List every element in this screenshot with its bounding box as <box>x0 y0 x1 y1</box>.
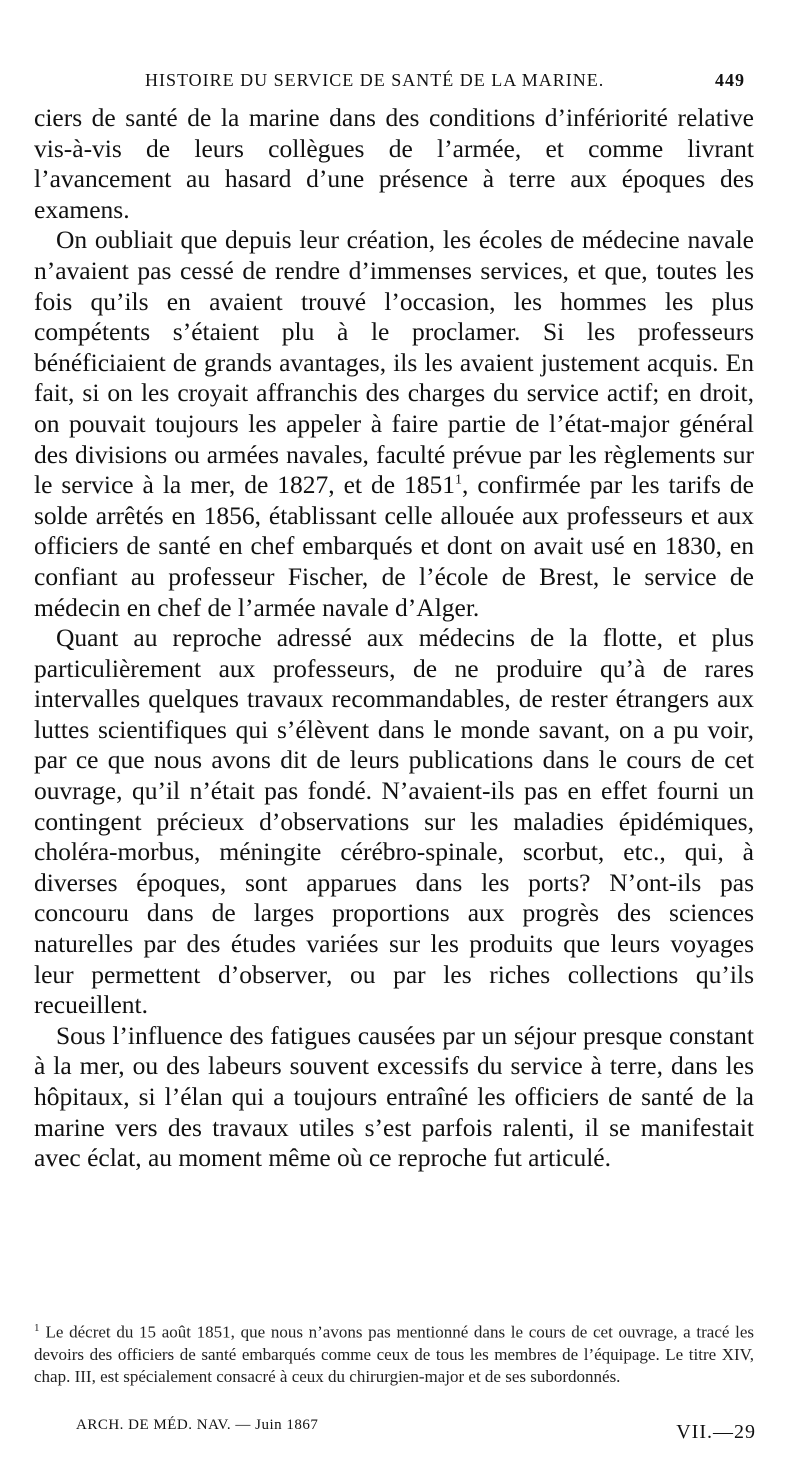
paragraph: Quant au reproche adressé aux médecins de la flotte, et plus particulièrement aux professeurs, de ne produire qu’à de rares intervalles quelques travaux recommandables, de rester étrangers aux luttes scientifiques qui s’élèvent dans le monde savant, on a pu voir, par ce que nous avons dit de leurs publications dans le cours de cet ouvrage, qu’il n’était pas fondé. N’avaient-ils pas en effet fourni un contingent précieux d’observations sur les maladies épidémiques, choléra-morbus, méningite cérébro-spinale, scorbut, etc., qui, à diverses époques, sont apparues dans les ports? N’ont-ils pas concouru dans de larges proportions aux progrès des sciences naturelles par des études variées sur les produits que leurs voyages leur permettent d’observer, ou par les riches collections qu’ils recueillent. <box>34 623 754 1020</box>
footnote-reference: 1 <box>455 472 463 488</box>
page-number: 449 <box>715 70 745 90</box>
paragraph-part: , confirmée par les tarifs de solde arrêtés en 1856, établissant celle allouée aux professeurs et aux officiers de santé en chef embarqués et dont on avait usé en 1830, en confiant au professeur Fischer, de l’école de Brest, le service de médecin en chef de l’armée navale d’Alger. <box>34 470 754 622</box>
footnote-text: Le décret du 15 août 1851, que nous n’avons pas mentionné dans le cours de cet ouvrage, a tracé les devoirs des officiers de santé embarqués comme ceux de tous les membres de l’équipage. Le titre XIV, chap. III, est spécialement consacré à ceux du chirurgien-major et de ses subordonnés. <box>34 1322 754 1386</box>
signature-mark: VII.—29 <box>676 1421 756 1443</box>
page-footer <box>76 1413 756 1443</box>
running-header <box>145 70 745 96</box>
footnote <box>34 1317 754 1388</box>
main-text <box>34 103 754 1174</box>
running-title: HISTOIRE DU SERVICE DE SANTÉ DE LA MARINE. <box>145 70 605 90</box>
footnote-marker: 1 <box>34 1322 40 1334</box>
paragraph: ciers de santé de la marine dans des conditions d’infériorité relative vis-à-vis de leurs collègues de l’armée, et comme livrant l’avancement au hasard d’une présence à terre aux époques des examens. <box>34 103 754 224</box>
paragraph: On oubliait que depuis leur création, les écoles de médecine navale n’avaient pas cessé de rendre d’immenses services, et que, toutes les fois qu’ils en avaient trouvé l’occasion, les hommes les plus compétents s’étaient plu à le proclamer. Si les professeurs bénéficiaient de grands avantages, ils les avaient justement acquis. En fait, si on les croyait affranchis des charges du service actif; en droit, on pouvait toujours les appeler à faire partie de l’état-major général des divisions ou armées navales, faculté prévue par les règlements sur le service à la mer, de 1827, et de 1851$^1$, confirmée par les tarifs de solde arrêtés en 1856, établissant celle allouée aux professeurs et aux officiers de santé en chef embarqués et dont on avait usé en 1830, en confiant au professeur Fischer, de l’école de Brest, le service de médecin en chef de l’armée navale d’Alger. <box>34 225 754 622</box>
paragraph: Sous l’influence des fatigues causées par un séjour presque constant à la mer, ou des labeurs souvent excessifs du service à terre, dans les hôpitaux, si l’élan qui a toujours entraîné les officiers de santé de la marine vers des travaux utiles s’est parfois ralenti, il se manifestait avec éclat, au moment même où ce reproche fut articulé. <box>34 1020 754 1173</box>
footer-source: ARCH. DE MÉD. NAV. — Juin 1867 <box>76 1417 319 1433</box>
